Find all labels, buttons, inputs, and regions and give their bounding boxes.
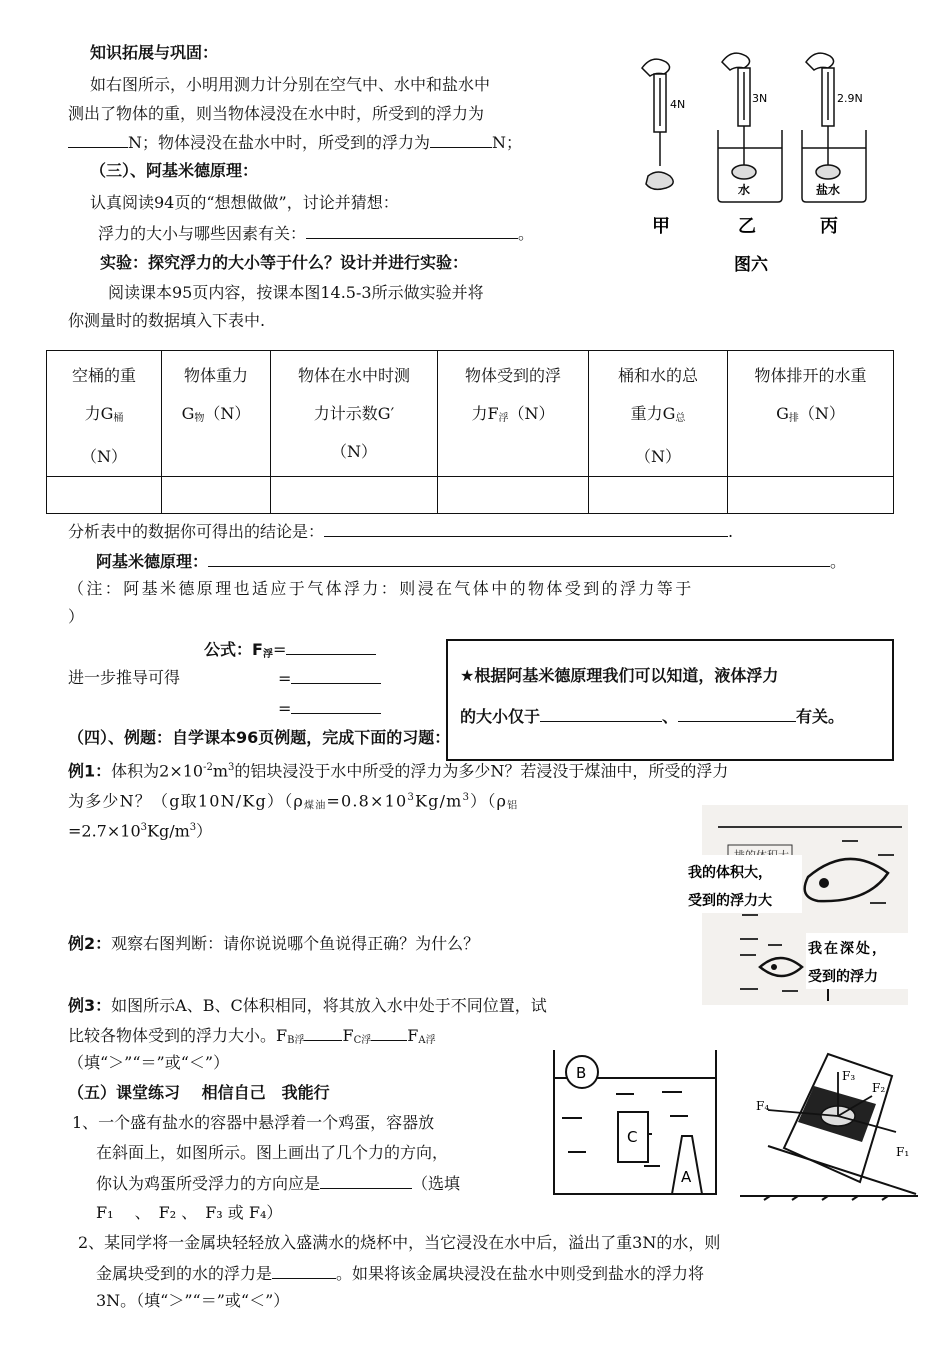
question-1-line: 1、一个盛有盐水的容器中悬浮着一个鸡蛋，容器放 <box>72 1113 435 1132</box>
paragraph-line: 阅读课本95页内容，按课本图14.5-3所示做实验并将 <box>108 283 484 302</box>
section-heading-examples: （四）、例题：自学课本96页例题，完成下面的习题： <box>68 728 451 747</box>
reading-label: 4N <box>670 98 686 111</box>
question-2-line: 2、某同学将一金属块轻轻放入盛满水的烧杯中，当它浸没在水中后，溢出了重3N的水，则 <box>78 1233 721 1252</box>
derive-label: 进一步推导可得 <box>68 668 181 687</box>
key-point-line: 的大小仅于 、 有关。 <box>460 707 845 726</box>
figure-six-spring-scales <box>612 48 902 278</box>
answer-blank[interactable] <box>304 1024 342 1041</box>
figure-label-a: 甲 <box>652 216 670 237</box>
fish-speech-1: 我的体积大， <box>688 865 772 881</box>
example-1-line: 为多少N？（g取$10N/Kg)(\rho_{煤油}=0.8\times 10^3Kg/m^3)(\rho_铝$ <box>68 791 519 812</box>
paragraph-line: N；物体浸没在盐水中时，所受到的浮力为 N； <box>68 131 522 154</box>
guess-line: 浮力的大小与哪些因素有关： 。 <box>98 224 535 243</box>
table-header-cell: 桶和水的总 重力$G_总$ （N） <box>589 351 728 477</box>
table-row <box>47 477 894 514</box>
force-f1-label: F₁ <box>896 1145 910 1159</box>
formula-line: 公式：$F_浮=$ <box>204 638 376 666</box>
example-1-line: $=2.7\times 10^3Kg/m^3$） <box>68 821 213 841</box>
section-heading-archimedes: （三）、阿基米德原理： <box>90 161 259 180</box>
answer-blank[interactable] <box>291 667 381 684</box>
force-f3-label: F₃ <box>842 1069 856 1083</box>
conclusion-line: 分析表中的数据你可得出的结论是： . <box>68 522 734 541</box>
section-heading-extension: 知识拓展与巩固： <box>90 43 219 62</box>
example-3-line: 比较各物体受到的浮力大小。$F_{B浮}$ $F_{C浮}$ $F_{A浮}$ <box>68 1026 436 1046</box>
example-1-line: 例1：体积为$2\times 10^{-2}m^3$的铝块浸没于水中所受的浮力为多少N？若浸没于煤油中，所受的浮力 <box>68 761 729 781</box>
force-f2-label: F₂ <box>872 1081 886 1095</box>
experiment-heading: 实验：探究浮力的大小等于什么？设计并进行实验： <box>100 253 469 272</box>
container-abc-figure <box>552 1048 720 1198</box>
question-2-line: 3N。（填“＞”“＝”或“＜”） <box>96 1291 290 1310</box>
table-input-cell[interactable] <box>162 477 271 514</box>
answer-blank[interactable] <box>208 550 830 567</box>
figure-label-c: 丙 <box>820 216 838 237</box>
object-c-label: C <box>627 1128 638 1146</box>
table-header-cell: 空桶的重 力$G_桶$ （N） <box>47 351 162 477</box>
object-a-label: A <box>681 1168 692 1186</box>
object-b-label: B <box>576 1064 587 1082</box>
figure-caption: 图六 <box>734 255 768 275</box>
figure-label-b: 乙 <box>738 216 756 237</box>
question-2-line: 金属块受到的水的浮力是 。如果将该金属块浸没在盐水中则受到盐水的浮力将 <box>96 1264 705 1283</box>
answer-blank[interactable] <box>68 131 128 148</box>
answer-blank[interactable] <box>286 638 376 655</box>
reading-label: 3N <box>752 92 768 105</box>
table-input-cell[interactable] <box>589 477 728 514</box>
table-input-cell[interactable] <box>271 477 438 514</box>
example-3-line: （填“＞”“＝”或“＜”） <box>68 1053 230 1072</box>
paragraph-line: 认真阅读94页的“想想做做”，讨论并猜想： <box>90 193 399 212</box>
example-3-line: 例3：如图所示A、B、C体积相同，将其放入水中处于不同位置，试 <box>68 996 547 1015</box>
table-header-cell: 物体重力 $G_物(N)$ <box>162 351 271 477</box>
fish-figure <box>682 805 912 1015</box>
fish-speech-2: 受到的浮力 <box>808 969 878 985</box>
table-header-cell: 物体受到的浮 力$F_浮(N)$ <box>438 351 589 477</box>
answer-blank[interactable] <box>430 131 492 148</box>
table-input-cell[interactable] <box>438 477 589 514</box>
force-f4-label: F₄ <box>756 1099 770 1113</box>
paragraph-line: 测出了物体的重，则当物体浸没在水中时，所受到的浮力为 <box>68 104 485 123</box>
key-point-box <box>446 639 894 761</box>
table-header-row <box>47 351 894 477</box>
paragraph-line: 你测量时的数据填入下表中. <box>68 311 266 330</box>
answer-blank[interactable] <box>320 1172 412 1189</box>
paragraph-line: 如右图所示，小明用测力计分别在空气中、水中和盐水中 <box>90 75 491 94</box>
incline-force-figure <box>738 1050 924 1202</box>
question-1-line: 在斜面上，如图所示。图上画出了几个力的方向， <box>96 1143 449 1162</box>
question-1-line: F₁ 、 F₂ 、 F₃ 或 F₄） <box>96 1203 283 1222</box>
answer-blank[interactable] <box>291 697 381 714</box>
derive-eq: = <box>278 667 381 690</box>
table-input-cell[interactable] <box>47 477 162 514</box>
answer-blank[interactable] <box>324 520 728 537</box>
note-end: ） <box>68 607 85 626</box>
answer-blank[interactable] <box>371 1024 407 1041</box>
table-input-cell[interactable] <box>728 477 894 514</box>
principle-line: 阿基米德原理： 。 <box>96 552 847 571</box>
note-line: （注：阿基米德原理也适应于气体浮力：则浸在气体中的物体受到的浮力等于 <box>68 579 694 598</box>
reading-label: 2.9N <box>837 92 863 105</box>
salt-water-label: 盐水 <box>816 183 841 197</box>
fish-speech-1: 受到的浮力大 <box>688 893 772 909</box>
table-header-cell: 物体在水中时测 力计示数G′ （N） <box>271 351 438 477</box>
answer-blank[interactable] <box>306 222 518 239</box>
answer-blank[interactable] <box>272 1262 336 1279</box>
answer-blank[interactable] <box>678 705 796 722</box>
derive-eq: = <box>278 697 381 720</box>
section-heading-practice: （五）课堂练习 相信自己 我能行 <box>68 1083 330 1102</box>
data-table <box>46 350 894 514</box>
example-2-line: 例2：观察右图判断：请你说说哪个鱼说得正确？为什么？ <box>68 934 480 953</box>
fish-speech-2: 我在深处， <box>808 941 888 957</box>
question-1-line: 你认为鸡蛋所受浮力的方向应是 （选填 <box>96 1174 461 1193</box>
answer-blank[interactable] <box>540 705 662 722</box>
table-header-cell: 物体排开的水重 $G_排(N)$ <box>728 351 894 477</box>
water-label: 水 <box>738 183 751 197</box>
key-point-line: ★根据阿基米德原理我们可以知道，液体浮力 <box>460 666 779 685</box>
